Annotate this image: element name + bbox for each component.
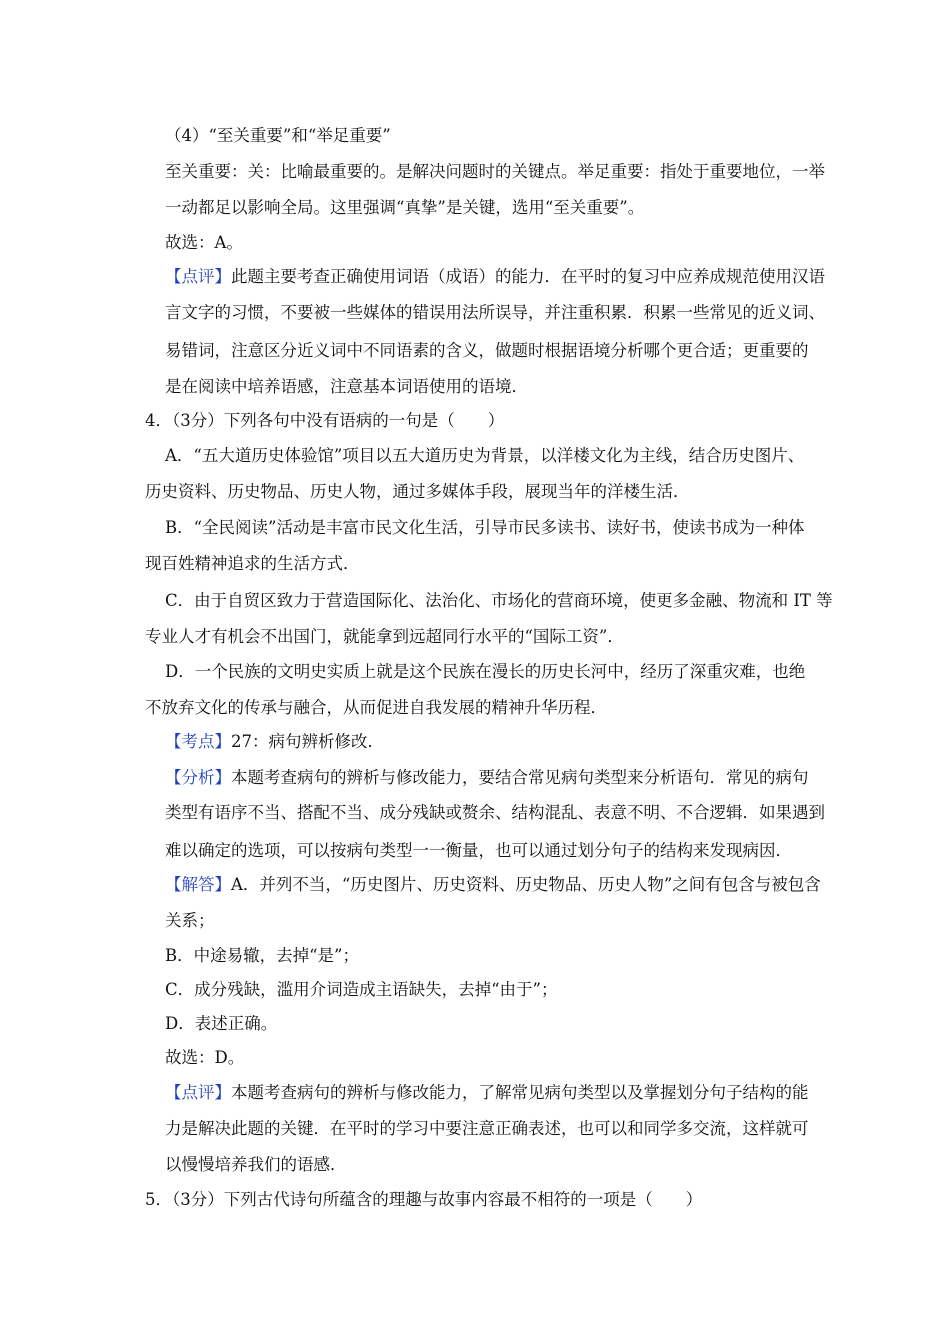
comment-tag: 【点评】 — [165, 267, 231, 286]
item4-heading: （4）“至关重要”和“举足重要” — [165, 126, 391, 145]
q4-solution-line-2: 关系； — [165, 911, 215, 930]
q4-solution-line-1: 【解答】A．并列不当，“历史图片、历史资料、历史物品、历史人物”之间有包含与被包含 — [165, 875, 821, 894]
q4-option-b-line-1: B．“全民阅读”活动是丰富市民文化生活，引导市民多读书、读好书，使读书成为一种体 — [165, 518, 805, 537]
q4-analysis-line-3: 难以确定的选项，可以按病句类型一一衡量，也可以通过划分句子的结构来发现病因． — [165, 841, 792, 860]
q4-option-a-line-1: A．“五大道历史体验馆”项目以五大道历史为背景，以洋楼文化为主线，结合历史图片、 — [165, 446, 805, 465]
q3-comment-line-2: 言文字的习惯，不要被一些媒体的错误用法所误导，并注重积累．积累一些常见的近义词、 — [165, 303, 825, 322]
q4-option-c-line-1: C．由于自贸区致力于营造国际化、法治化、市场化的营商环境，使更多金融、物流和 IT 等 — [165, 591, 833, 610]
q3-comment-line-1: 【点评】此题主要考查正确使用词语（成语）的能力．在平时的复习中应养成规范使用汉语 — [165, 267, 825, 286]
q4-kaodian: 【考点】27：病句辨析修改． — [165, 732, 384, 751]
q3-comment-line-4: 是在阅读中培养语感，注意基本词语使用的语境． — [165, 377, 528, 396]
solution-tag: 【解答】 — [165, 875, 231, 894]
q5-stem: 5．（3分）下列古代诗句所蕴含的理趣与故事内容最不相符的一项是（ ） — [145, 1190, 703, 1209]
q4-option-b-line-2: 现百姓精神追求的生活方式． — [145, 554, 360, 573]
q4-solution-c: C．成分残缺，滥用介词造成主语缺失，去掉“由于”； — [165, 980, 558, 999]
q4-analysis-line-2: 类型有语序不当、搭配不当、成分残缺或赘余、结构混乱、表意不明、不合逻辑．如果遇到 — [165, 803, 825, 822]
q3-answer: 故选：A。 — [165, 233, 243, 252]
q4-solution-d: D．表述正确。 — [165, 1014, 278, 1033]
kaodian-tag: 【考点】 — [165, 732, 231, 751]
q3-comment-line-3: 易错词，注意区分近义词中不同语素的含义，做题时根据语境分析哪个更合适；更重要的 — [165, 341, 809, 360]
q4-comment-line-3: 以慢慢培养我们的语感． — [165, 1155, 347, 1174]
q4-stem: 4．（3分）下列各句中没有语病的一句是（ ） — [145, 411, 505, 430]
q4-option-d-line-2: 不放弃文化的传承与融合，从而促进自我发展的精神升华历程． — [145, 698, 607, 717]
q4-comment-line-1: 【点评】本题考查病句的辨析与修改能力，了解常见病句类型以及掌握划分句子结构的能 — [165, 1083, 809, 1102]
comment-tag: 【点评】 — [165, 1083, 231, 1102]
q4-solution-b: B．中途易辙，去掉“是”； — [165, 946, 359, 965]
analysis-tag: 【分析】 — [165, 768, 231, 787]
q4-option-c-line-2: 专业人才有机会不出国门，就能拿到远超同行水平的“国际工资”． — [145, 627, 624, 646]
q4-answer: 故选：D。 — [165, 1048, 245, 1067]
q4-analysis-line-1: 【分析】本题考查病句的辨析与修改能力，要结合常见病句类型来分析语句．常见的病句 — [165, 768, 809, 787]
q4-option-d-line-1: D．一个民族的文明史实质上就是这个民族在漫长的历史长河中，经历了深重灾难，也绝 — [165, 662, 806, 681]
item4-explanation-line-1: 至关重要：关：比喻最重要的。是解决问题时的关键点。举足重要：指处于重要地位，一举 — [165, 162, 825, 181]
q4-comment-line-2: 力是解决此题的关键．在平时的学习中要注意正确表述，也可以和同学多交流，这样就可 — [165, 1119, 809, 1138]
q4-option-a-line-2: 历史资料、历史物品、历史人物，通过多媒体手段，展现当年的洋楼生活． — [145, 482, 690, 501]
item4-explanation-line-2: 一动都足以影响全局。这里强调“真挚”是关键，选用“至关重要”。 — [165, 198, 645, 217]
